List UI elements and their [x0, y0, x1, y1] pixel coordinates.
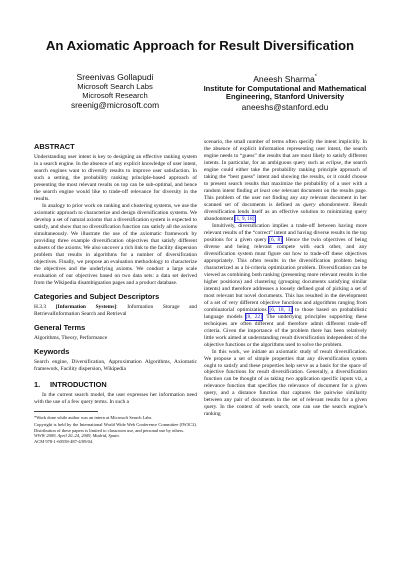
right-column	[204, 139, 367, 418]
author-email[interactable]: sreenig@microsoft.com	[70, 100, 160, 111]
body-paragraph: In this work, we initiate an axiomatic study of result diversification. We propose a set of simple properties that any diversification system ought to satisfy and these properties help serve as a basis for the space of objective functions for result diversification. Generally, a diversification function can be thought of as taking two application specific inputs viz, a relevance function that specifies the relevance of document for a given query, and a distance function that captures the pairwise similarity between any pair of documents in the set of relevant results for a given query. In the context of web search, one can use the search engine’s ranking	[204, 348, 367, 418]
general-terms-heading: General Terms	[34, 322, 86, 332]
author-affiliation: Institute for Computational and Mathematical	[203, 83, 367, 93]
citation-link[interactable]: [8, 22]	[245, 313, 262, 320]
paper-title: An Axiomatic Approach for Result Diversification	[45, 38, 355, 53]
keywords-heading: Keywords	[34, 346, 70, 356]
author-affiliation: Microsoft Research	[82, 90, 148, 100]
author-block-2	[200, 72, 370, 112]
abstract-paragraph: Understanding user intent is key to designing an effective ranking system in a search engine. In the absence of any explicit knowledge of user intent, search engines want to diversify results to improve user satisfaction. In such a setting, the probability ranking principle-based approach of presenting the most relevant results on top can be sub-optimal, and hence the search engine would like to trade-off relevance for diversity in the results.	[34, 154, 197, 202]
left-column	[34, 139, 197, 445]
author-footnote: *Work done while author was an intern at Microsoft Search Labs	[34, 414, 152, 420]
abstract-heading: ABSTRACT	[34, 142, 75, 151]
copyright-notice: Copyright is held by the International World Wide Web Conference Committee (IW3C2). Distribution of these papers is limited to classroom use, and personal use by others.	[34, 422, 197, 433]
body-paragraph: scenario, the small number of terms often specify the intent implicitly. In the absence of explicit information representing user intent, the search engine needs to “guess” the results that are most likely to satisfy different intents. In particular, for an ambiguous query such as eclipse, the search engine could either take the probability ranking principle approach of taking the “best guess” intent and showing the results, or it could choose to present search results that maximize the probability of a user with a random intent finding at least one relevant document on the results page. This problem of the user not finding any any relevant document in her scanned set of documents is defined as query abandonment. Result diversification lends itself as an effective solution to minimizing query abandonment [1, 9, 18].	[204, 139, 368, 222]
categories-text: H.3.3 [Information Systems]: Information Storage and RetrievalInformation Search and Retrieval	[34, 303, 197, 317]
abstract-paragraph: In analogy to prior work on ranking and clustering systems, we use the axiomatic approach to characterize and design diversification systems. We develop a set of natural axioms that a diversification system is expected to satisfy, and show that no diversification function can satisfy all the axioms simultaneously. We illustrate the use of the axiomatic framework by providing three example diversification objectives that satisfy different subsets of the axioms. We also uncover a rich link to the facility dispersion problem that results in algorithms for a number of diversification objectives. Finally, we propose an evaluation methodology to characterize the objectives and the underlying axioms. We conduct a large scale evaluation of our objectives based on two data sets: a data set derived from the Wikipedia disambiguation pages and a product database.	[34, 202, 197, 286]
citation-link[interactable]: [6, 8]	[269, 236, 283, 243]
citation-link[interactable]: [6, 18, 1]	[269, 306, 293, 313]
author-affiliation: Engineering, Stanford University	[225, 92, 345, 102]
author-footnote-mark: *	[314, 74, 317, 80]
acm-line: ACM 978-1-60558-487-4/09/04.	[34, 438, 94, 444]
general-terms-text: Algorithms, Theory, Performance	[34, 334, 108, 341]
author-name: Aneesh Sharma*	[253, 73, 317, 84]
footnote-rule	[34, 411, 98, 412]
author-affiliation: Microsoft Search Labs	[77, 82, 153, 91]
venue-line: WWW 2009, April 20–24, 2009, Madrid, Spain.	[34, 433, 120, 439]
citation-link[interactable]: [1, 9, 18]	[234, 215, 255, 222]
categories-heading: Categories and Subject Descriptors	[34, 291, 160, 301]
body-paragraph: Intuitively, diversification implies a trade-off between having more relevant results of the “correct” intent and having diverse results in the top positions for a given query [6, 8]. Hence the twin objectives of being diverse and being relevant compete with each other, and any diversification system must figure out how to trade-off these objectives appropriately. This often results in the diversification problem being characterized as a bi-criteria optimization problem. Diversification can be viewed as combining both ranking (presenting more relevant results in the higher positions) and clustering (grouping documents satisfying similar intents) and therefore addresses a loosely defined goal of picking a set of most relevant but novel documents. This has resulted in the development of a set of very different objective functions and algorithms ranging from combinatorial optimizations [6, 18, 1] to those based on probabilistic language models [8, 22]. The underlying principles supporting these techniques are often different and therefore admit different trade-off criteria. Given the importance of the problem there has been relatively little work aimed at understanding result diversification independent of the objective functions or the algorithms used to solve the problem.	[204, 222, 368, 348]
author-email[interactable]: aneeshs@stanford.edu	[241, 102, 329, 113]
author-block-1	[30, 72, 200, 110]
keywords-text: Search engine, Diversification, Approximation Algorithms, Axiomatic framework, Facility dispersion, Wikipedia	[34, 358, 197, 372]
author-name: Sreenivas Gollapudi	[76, 72, 154, 82]
introduction-heading: 1. INTRODUCTION	[34, 379, 107, 389]
introduction-paragraph: In the current search model, the user expresses her information need with the use of a few query terms. In such a	[34, 391, 197, 405]
